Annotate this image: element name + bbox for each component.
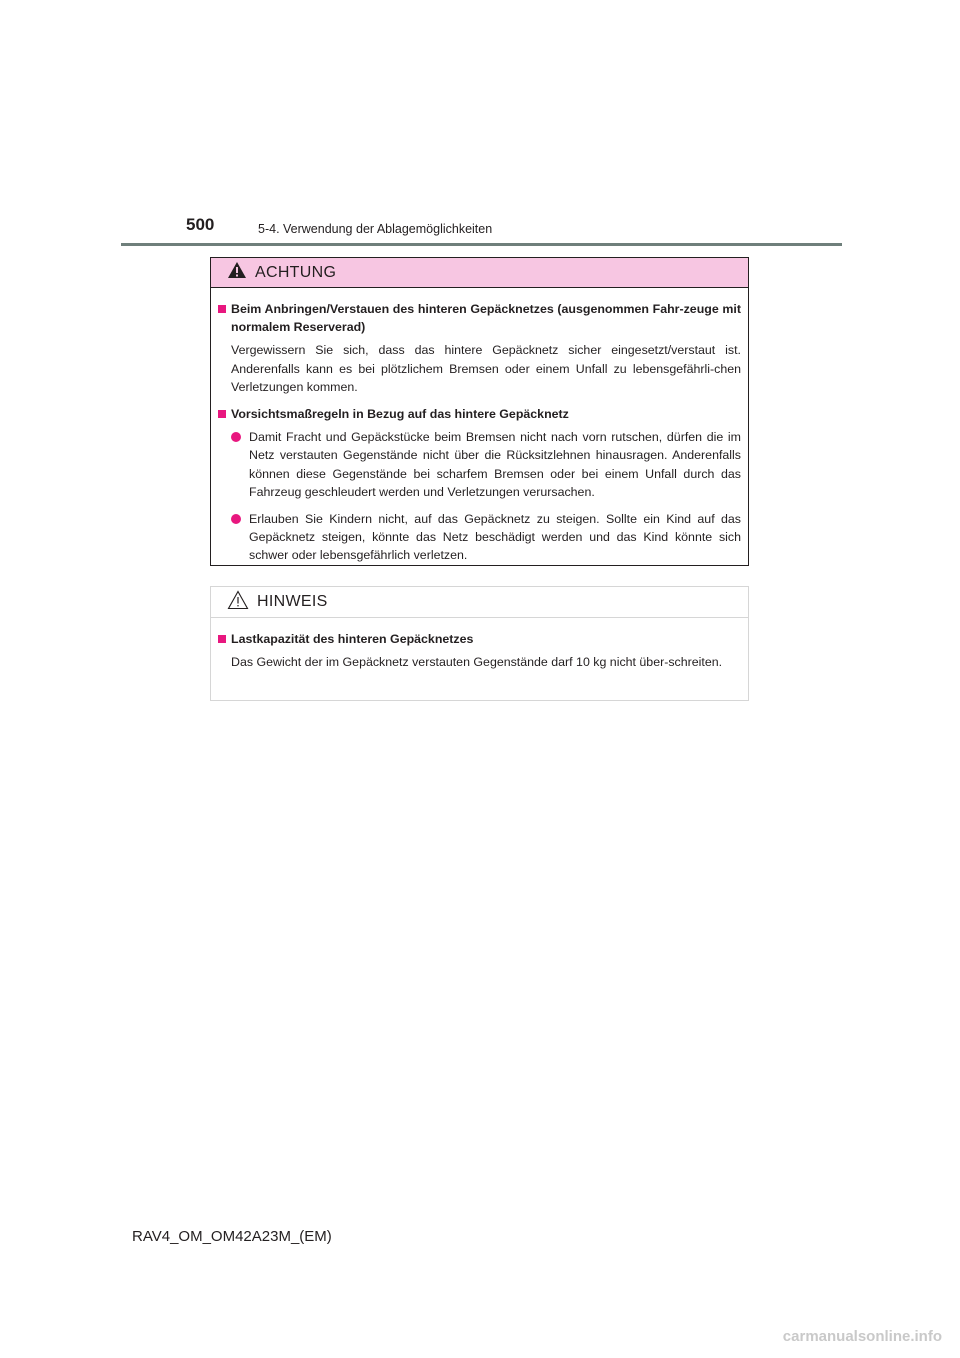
warning-item-title-text: Beim Anbringen/Verstauen des hinteren Gepäcknetzes (ausgenommen Fahr-zeuge mit normalem Reserverad) (231, 302, 741, 335)
watermark: carmanualsonline.info (782, 1328, 942, 1345)
warning-box (210, 257, 749, 566)
page-number: 500 (186, 215, 215, 234)
square-bullet-icon (218, 305, 226, 313)
warning-header (211, 258, 748, 288)
warning-triangle-outline-icon (227, 590, 249, 615)
round-bullet-icon (231, 514, 241, 524)
square-bullet-icon (218, 635, 226, 643)
note-item-title-text: Lastkapazität des hinteren Gepäcknetzes (231, 632, 474, 646)
list-item (218, 510, 741, 565)
warning-item-title (218, 300, 741, 336)
header-rule (121, 243, 842, 246)
note-header (211, 587, 748, 618)
note-box (210, 586, 749, 701)
list-item-text: Damit Fracht und Gepäckstücke beim Bremsen nicht nach vorn rutschen, dürfen die im Netz verstauten Gegenstände nicht über die Rücksitzlehnen hinausragen. Anderenfalls können diese Gegenstände bei scharfem Bremsen oder bei einem Unfall durch das Fahrzeug geschleudert werden und Verletzungen verursachen. (249, 430, 741, 499)
warning-triangle-filled-icon (227, 261, 247, 284)
warning-content (211, 288, 748, 565)
note-item-text: Das Gewicht der im Gepäcknetz verstauten Gegenstände darf 10 kg nicht über-schreiten. (231, 655, 723, 670)
note-content (211, 618, 748, 671)
warning-item-title-text: Vorsichtsmaßregeln in Bezug auf das hintere Gepäcknetz (231, 407, 569, 422)
document-code: RAV4_OM_OM42A23M_(EM) (132, 1228, 332, 1245)
square-bullet-icon (218, 410, 226, 418)
warning-item-title (218, 405, 741, 423)
section-title: 5-4. Verwendung der Ablagemöglichkeiten (258, 222, 493, 236)
warning-item-text: Vergewissern Sie sich, dass das hintere Gepäcknetz sicher eingesetzt/verstaut ist. Anderenfalls kann es bei plötzlichem Bremsen oder einem Unfall zu lebensgefährli-chen Verletzungen kommen. (231, 343, 741, 394)
warning-heading: ACHTUNG (255, 263, 337, 281)
list-item-text: Erlauben Sie Kindern nicht, auf das Gepäcknetz zu steigen. Sollte ein Kind auf das Gepäcknetz steigen, könnte das Netz beschädigt werden und das Kind könnte sich schwer oder lebensgefährlich verletzen. (249, 512, 741, 563)
round-bullet-icon (231, 432, 241, 442)
list-item (218, 428, 741, 501)
note-heading: HINWEIS (257, 593, 328, 610)
note-item-title (218, 630, 741, 648)
